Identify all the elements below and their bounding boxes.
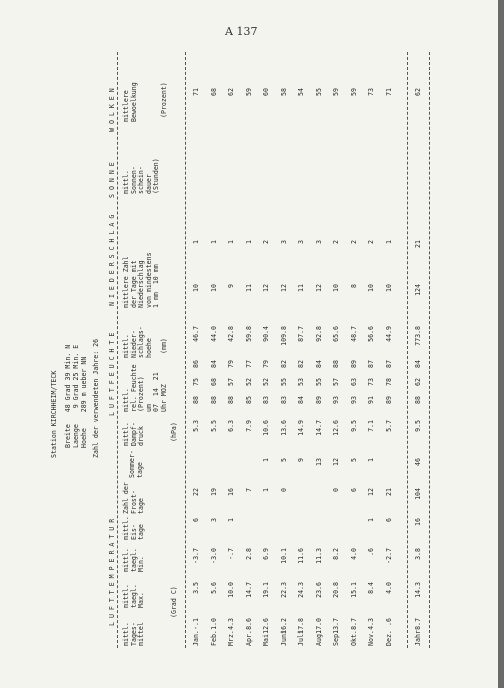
cell-tn: 2.8 — [244, 548, 253, 560]
cell-tx: 5.6 — [209, 582, 218, 594]
row-label: Apr. — [244, 630, 253, 646]
cell-nh: 109.8 — [279, 326, 288, 346]
cell-frost: 1 — [262, 488, 270, 492]
cell-tx: 8.4 — [367, 582, 375, 594]
cell-bw: 59 — [349, 88, 358, 96]
cell-tx: 19.1 — [262, 582, 270, 598]
cell-som: 12 — [332, 458, 340, 466]
col-sonnenschein: mittl. Sonnen- schein- dauer (Stunden) — [122, 158, 161, 194]
table-row — [211, 52, 219, 648]
cell-tx: 4.0 — [384, 582, 393, 594]
cell-eis: 6 — [192, 518, 200, 522]
cell-nh: 48.7 — [349, 326, 358, 342]
table-row — [386, 52, 394, 648]
cell-dd: 12.6 — [332, 420, 340, 436]
cell-f14: 55 — [279, 378, 288, 386]
row-label: Nov. — [367, 630, 375, 646]
cell-f21: 84 — [209, 360, 218, 368]
table-row — [298, 52, 306, 648]
cell-f07: 84 — [297, 396, 305, 404]
row-label: Sep. — [332, 630, 340, 646]
row-label: Dez. — [384, 630, 393, 646]
cell-n1: 9 — [227, 284, 235, 288]
cell-f14: 52 — [244, 378, 253, 386]
station-years: Zahl der verwendeten Jahre: 26 — [92, 338, 100, 458]
cell-n1: 10 — [384, 284, 393, 292]
row-label: Mrz. — [227, 630, 235, 646]
cell-tn: -3.7 — [192, 548, 200, 564]
cell-f07: 89 — [314, 396, 323, 404]
cell-tn: 3.8 — [414, 548, 422, 560]
cell-tm: 8.7 — [414, 618, 422, 630]
cell-frost: 19 — [209, 488, 218, 496]
cell-nh: 44.9 — [384, 326, 393, 342]
cell-som: 5 — [349, 458, 358, 462]
cell-tm: 17.0 — [314, 618, 323, 634]
row-label: Mai — [262, 634, 270, 646]
cell-eis: 16 — [414, 518, 422, 526]
cell-tn: .6 — [367, 548, 375, 556]
table-row — [228, 52, 236, 648]
cell-dd: 10.6 — [262, 420, 270, 436]
cell-tn: 11.6 — [297, 548, 305, 564]
cell-dd: 9.5 — [349, 420, 358, 432]
row-label: Okt. — [349, 630, 358, 646]
cell-tn: -3.0 — [209, 548, 218, 564]
cell-f07: 85 — [244, 396, 253, 404]
cell-tn: 10.1 — [279, 548, 288, 564]
cell-bw: 71 — [384, 88, 393, 96]
cell-eis: 1 — [367, 518, 375, 522]
cell-f21: 84 — [314, 360, 323, 368]
col-bewoelkung: mittlere Bewoelkung — [122, 82, 138, 122]
cell-tn: -.7 — [227, 548, 235, 560]
cell-bw: 60 — [262, 88, 270, 96]
cell-tm: 4.3 — [227, 618, 235, 630]
cell-tm: 4.3 — [367, 618, 375, 630]
cell-nh: 56.6 — [367, 326, 375, 342]
cell-tx: 14.7 — [244, 582, 253, 598]
cell-nh: 773.8 — [414, 326, 422, 346]
cell-tm: 17.8 — [297, 618, 305, 634]
cell-f21: 82 — [297, 360, 305, 368]
cell-nh: 42.8 — [227, 326, 235, 342]
rule-top — [117, 52, 118, 648]
cell-frost: 16 — [227, 488, 235, 496]
cell-eis: 6 — [384, 518, 393, 522]
station-title: Station KIRCHHEIM/TECK — [50, 370, 58, 458]
cell-f21: 87 — [384, 360, 393, 368]
cell-nh: 44.0 — [209, 326, 218, 342]
cell-nh: 87.7 — [297, 326, 305, 342]
cell-eis: 1 — [227, 518, 235, 522]
row-label: Juni — [279, 630, 288, 646]
col-max: mittl. taegl. Max. — [122, 584, 146, 608]
cell-bw: 58 — [279, 88, 288, 96]
unit-temp: (Grad C) — [170, 586, 178, 618]
cell-n1: 11 — [297, 284, 305, 292]
cell-frost: 104 — [414, 488, 422, 500]
cell-bw: 68 — [209, 88, 218, 96]
cell-n10: 2 — [349, 240, 358, 244]
station-longitude: Laenge 9 Grad 25 Min. E — [72, 344, 80, 448]
cell-frost: 7 — [244, 488, 253, 492]
cell-n10: 1 — [384, 240, 393, 244]
cell-f21: 86 — [192, 360, 200, 368]
rule-year-top — [407, 52, 408, 648]
cell-tx: 3.5 — [192, 582, 200, 594]
cell-n10: 2 — [332, 240, 340, 244]
group-wolken: W O L K E N — [108, 88, 116, 132]
cell-som: 1 — [262, 458, 270, 462]
cell-f21: 87 — [367, 360, 375, 368]
cell-tn: 11.3 — [314, 548, 323, 564]
cell-nh: 92.8 — [314, 326, 323, 342]
cell-f14: 53 — [297, 378, 305, 386]
cell-f07: 83 — [279, 396, 288, 404]
table-row — [263, 52, 271, 648]
cell-n10: 2 — [262, 240, 270, 244]
page-edge-shadow — [498, 0, 504, 688]
cell-som: 13 — [314, 458, 323, 466]
table-row — [333, 52, 341, 648]
cell-f14: 62 — [414, 378, 422, 386]
cell-tx: 15.1 — [349, 582, 358, 598]
cell-dd: 5.7 — [384, 420, 393, 432]
cell-frost: 12 — [367, 488, 375, 496]
row-label: Jahr — [414, 630, 422, 646]
cell-bw: 59 — [244, 88, 253, 96]
cell-tm: 16.2 — [279, 618, 288, 634]
cell-n10: 1 — [209, 240, 218, 244]
cell-dd: 5.5 — [209, 420, 218, 432]
cell-frost: 0 — [279, 488, 288, 492]
row-label: Jan. — [192, 630, 200, 646]
col-rel-feuchte: mittl. rel. Feuchte (Prozent) um 07 14 21 Uhr MOZ — [122, 364, 168, 412]
cell-eis: 3 — [209, 518, 218, 522]
unit-vapor: (hPa) — [170, 422, 178, 442]
group-sonne: S O N N E — [108, 162, 116, 198]
cell-n1: 11 — [244, 284, 253, 292]
cell-tx: 10.0 — [227, 582, 235, 598]
cell-dd: 14.7 — [314, 420, 323, 436]
table-row — [193, 52, 201, 648]
cell-dd: 14.9 — [297, 420, 305, 436]
cell-n1: 8 — [349, 284, 358, 288]
cell-dd: 7.1 — [367, 420, 375, 432]
cell-nh: 46.7 — [192, 326, 200, 342]
cell-tx: 23.6 — [314, 582, 323, 598]
cell-n1: 10 — [192, 284, 200, 292]
cell-dd: 7.9 — [244, 420, 253, 432]
cell-nh: 59.8 — [244, 326, 253, 342]
cell-tm: 8.7 — [349, 618, 358, 630]
cell-f07: 88 — [192, 396, 200, 404]
page-number: A 137 — [225, 25, 258, 38]
cell-f14: 75 — [192, 378, 200, 386]
cell-tx: 22.3 — [279, 582, 288, 598]
row-label: Feb. — [209, 630, 218, 646]
cell-f21: 79 — [227, 360, 235, 368]
cell-n1: 12 — [314, 284, 323, 292]
unit-cloud: (Prozent) — [160, 82, 168, 118]
cell-frost: 21 — [384, 488, 393, 496]
cell-tn: -2.7 — [384, 548, 393, 564]
cell-tm: 13.7 — [332, 618, 340, 634]
cell-f21: 79 — [262, 360, 270, 368]
cell-n10: 1 — [192, 240, 200, 244]
cell-bw: 62 — [227, 88, 235, 96]
group-lufttemperatur: L U F T T E M P E R A T U R — [108, 518, 116, 626]
cell-tx: 24.3 — [297, 582, 305, 598]
group-luftfeuchte: L U F T F E U C H T E — [108, 332, 116, 416]
rule-header-bottom — [185, 52, 186, 648]
cell-f07: 88 — [227, 396, 235, 404]
cell-dd: 13.6 — [279, 420, 288, 436]
cell-n10: 21 — [414, 240, 422, 248]
unit-precip: (mm) — [160, 338, 168, 354]
cell-n10: 3 — [297, 240, 305, 244]
cell-f21: 89 — [349, 360, 358, 368]
col-tagesmittel: mittl. Tages- mittel — [122, 622, 146, 646]
cell-f21: 82 — [279, 360, 288, 368]
cell-tm: 1.0 — [209, 618, 218, 630]
cell-n10: 1 — [227, 240, 235, 244]
cell-dd: 6.3 — [227, 420, 235, 432]
cell-f14: 57 — [227, 378, 235, 386]
cell-tx: 20.8 — [332, 582, 340, 598]
cell-tm: 12.6 — [262, 618, 270, 634]
cell-n1: 10 — [367, 284, 375, 292]
cell-tn: 8.2 — [332, 548, 340, 560]
cell-bw: 55 — [314, 88, 323, 96]
col-min: mittl. taegl. Min. — [122, 548, 146, 572]
cell-tm: -.1 — [192, 618, 200, 630]
cell-f21: 84 — [414, 360, 422, 368]
table-row — [351, 52, 359, 648]
col-tage-niederschlag: mittlere Zahl der Tage mit Niederschlag von mindestens 1 mm 10 mm — [122, 252, 161, 308]
cell-frost: 22 — [192, 488, 200, 496]
cell-n1: 12 — [279, 284, 288, 292]
cell-f14: 78 — [384, 378, 393, 386]
cell-f14: 68 — [209, 378, 218, 386]
cell-bw: 71 — [192, 88, 200, 96]
year-row-values — [415, 52, 423, 648]
cell-nh: 65.6 — [332, 326, 340, 342]
cell-tm: 8.6 — [244, 618, 253, 630]
cell-f14: 55 — [314, 378, 323, 386]
cell-n10: 2 — [367, 240, 375, 244]
table-row — [368, 52, 376, 648]
cell-f07: 89 — [384, 396, 393, 404]
table-row — [246, 52, 254, 648]
col-sommertage: Sommer- tage — [128, 450, 144, 478]
cell-f21: 88 — [332, 360, 340, 368]
col-dampfdruck: mittl. Dampf- druck — [122, 422, 146, 446]
cell-bw: 62 — [414, 88, 422, 96]
cell-n1: 12 — [262, 284, 270, 292]
cell-f07: 91 — [367, 396, 375, 404]
cell-tx: 14.3 — [414, 582, 422, 598]
col-frosttage: Zahl der Frost- tage — [122, 482, 146, 514]
cell-n10: 3 — [314, 240, 323, 244]
row-label: Juli — [297, 630, 305, 646]
rule-bottom — [429, 52, 430, 648]
cell-f07: 93 — [332, 396, 340, 404]
table-row — [281, 52, 289, 648]
cell-f07: 88 — [209, 396, 218, 404]
cell-f14: 57 — [332, 378, 340, 386]
cell-bw: 73 — [367, 88, 375, 96]
row-label: Aug. — [314, 630, 323, 646]
cell-n10: 1 — [244, 240, 253, 244]
cell-f14: 52 — [262, 378, 270, 386]
cell-f07: 93 — [349, 396, 358, 404]
cell-f14: 73 — [367, 378, 375, 386]
cell-som: 5 — [279, 458, 288, 462]
col-niederschlagshoehe: mittl. Nieder- schlags- hoehe — [122, 326, 153, 358]
cell-f07: 83 — [262, 396, 270, 404]
cell-nh: 90.4 — [262, 326, 270, 342]
cell-n10: 3 — [279, 240, 288, 244]
table-row — [316, 52, 324, 648]
cell-tm: .6 — [384, 618, 393, 626]
cell-dd: 5.3 — [192, 420, 200, 432]
station-height: Hoehe 289 m ueber NN — [80, 356, 88, 448]
cell-n1: 124 — [414, 284, 422, 296]
cell-f14: 63 — [349, 378, 358, 386]
cell-n1: 10 — [332, 284, 340, 292]
cell-f07: 88 — [414, 396, 422, 404]
cell-som: 46 — [414, 458, 422, 466]
group-niederschlag: N I E D E R S C H L A G — [108, 214, 116, 306]
cell-frost: 0 — [332, 488, 340, 492]
cell-som: 1 — [367, 458, 375, 462]
cell-tn: 4.0 — [349, 548, 358, 560]
station-latitude: Breite 48 Grad 39 Min. N — [64, 344, 72, 448]
cell-f21: 77 — [244, 360, 253, 368]
cell-bw: 54 — [297, 88, 305, 96]
cell-tn: 6.9 — [262, 548, 270, 560]
cell-n1: 10 — [209, 284, 218, 292]
rotated-climate-table — [45, 52, 435, 648]
cell-bw: 59 — [332, 88, 340, 96]
cell-som: 9 — [297, 458, 305, 462]
cell-frost: 6 — [349, 488, 358, 492]
col-eistage: mittl. Eis- tage — [122, 516, 146, 540]
cell-dd: 9.5 — [414, 420, 422, 432]
